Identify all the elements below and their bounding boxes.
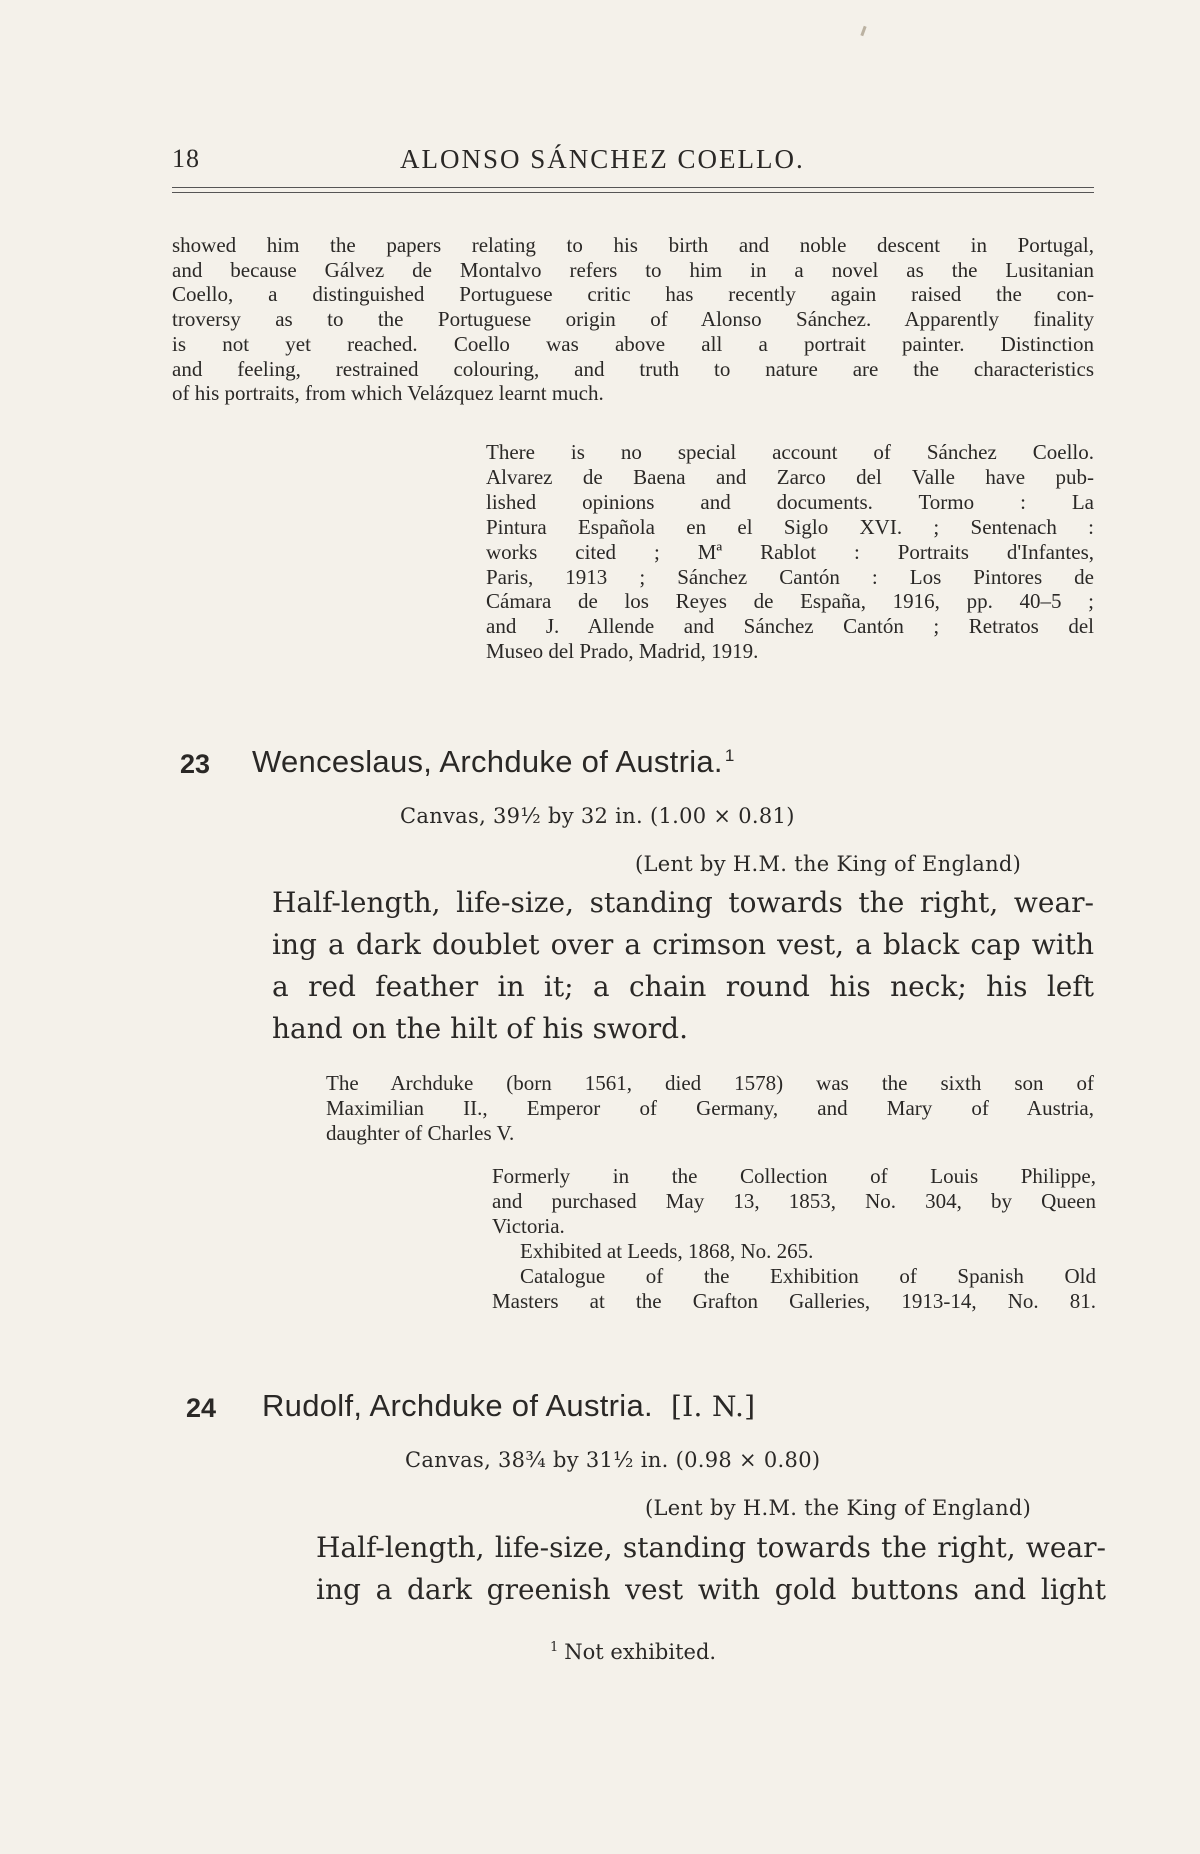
description-line: Half-length, life-size, standing towards the right, wear- [316,1531,1106,1564]
sources-note [486,440,1094,664]
lender-line: (Lent by H.M. the King of England) [635,852,1022,876]
entry-title-text: Rudolf, Archduke of Austria. [262,1388,653,1423]
intro-paragraph [172,233,1094,406]
sources-line: works cited ; Mª Rablot : Portraits d'Infantes, [486,539,1094,564]
entry-title [252,744,735,780]
description-line: ing a dark doublet over a crimson vest, a black cap with [272,928,1094,961]
sources-line: Pintura Española en el Siglo XVI. ; Sentenach : [486,514,1094,539]
sources-line: There is no special account of Sánchez Coello. [486,440,1094,464]
biography-line: daughter of Charles V. [326,1120,515,1145]
lender-line: (Lent by H.M. the King of England) [645,1496,1032,1520]
entry-title-text: Wenceslaus, Archduke of Austria. [252,744,723,779]
biography-line: Maximilian II., Emperor of Germany, and Mary of Austria, [326,1095,1094,1120]
entry-number: 24 [186,1393,217,1423]
header-rule [172,187,1094,193]
sources-line: Alvarez de Baena and Zarco del Valle have pub- [486,464,1094,489]
entry-title [262,1388,755,1424]
sources-line: Cámara de los Reyes de España, 1916, pp. 40–5 ; [486,589,1094,614]
ink-mark [860,26,866,36]
sources-line: Museo del Prado, Madrid, 1919. [486,639,759,664]
catalogue-reference: [I. N.] [670,1390,756,1423]
description-line: Half-length, life-size, standing towards the right, wear- [272,886,1094,919]
description-line: a red feather in it; a chain round his neck; his left [272,970,1094,1003]
intro-line: showed him the papers relating to his birth and noble descent in Portugal, [172,233,1094,257]
description-line: hand on the hilt of his sword. [272,1012,689,1045]
page-number: 18 [172,144,200,173]
entry-description [316,1527,1106,1611]
footnote-mark: 1 [550,1640,559,1655]
biography-line: The Archduke (born 1561, died 1578) was the sixth son of [326,1071,1094,1095]
provenance-line: Exhibited at Leeds, 1868, No. 265. [520,1238,814,1263]
canvas-dimensions: Canvas, 38¾ by 31½ in. (0.98 × 0.80) [405,1448,821,1472]
provenance-line: Masters at the Grafton Galleries, 1913-14, No. 81. [492,1288,1096,1313]
intro-line: and feeling, restrained colouring, and truth to nature are the characteristics [172,356,1094,381]
intro-line: troversy as to the Portuguese origin of Alonso Sánchez. Apparently finality [172,307,1094,332]
provenance-line: Catalogue of the Exhibition of Spanish Old [520,1263,1096,1288]
entry-provenance [492,1164,1096,1313]
sources-line: Paris, 1913 ; Sánchez Cantón : Los Pintores de [486,564,1094,589]
provenance-line: Formerly in the Collection of Louis Philippe, [492,1164,1096,1188]
intro-line: Coello, a distinguished Portuguese critic has recently again raised the con- [172,282,1094,307]
intro-line: and because Gálvez de Montalvo refers to him in a novel as the Lusitanian [172,257,1094,282]
intro-line: of his portraits, from which Velázquez learnt much. [172,381,604,406]
provenance-line: and purchased May 13, 1853, No. 304, by Queen [492,1188,1096,1213]
footnote-marker[interactable]: 1 [724,745,735,765]
intro-line: is not yet reached. Coello was above all a portrait painter. Distinction [172,331,1094,356]
running-head: ALONSO SÁNCHEZ COELLO. [400,144,805,174]
description-line: ing a dark greenish vest with gold buttons and light [316,1573,1106,1606]
sources-line: lished opinions and documents. Tormo : La [486,489,1094,514]
sources-line: and J. Allende and Sánchez Cantón ; Retratos del [486,614,1094,639]
footnote [550,1640,716,1664]
provenance-line: Victoria. [492,1213,565,1238]
entry-biography [326,1071,1094,1146]
entry-number: 23 [180,749,211,779]
footnote-text: Not exhibited. [564,1640,717,1664]
canvas-dimensions: Canvas, 39½ by 32 in. (1.00 × 0.81) [400,804,795,828]
entry-description [272,882,1094,1050]
